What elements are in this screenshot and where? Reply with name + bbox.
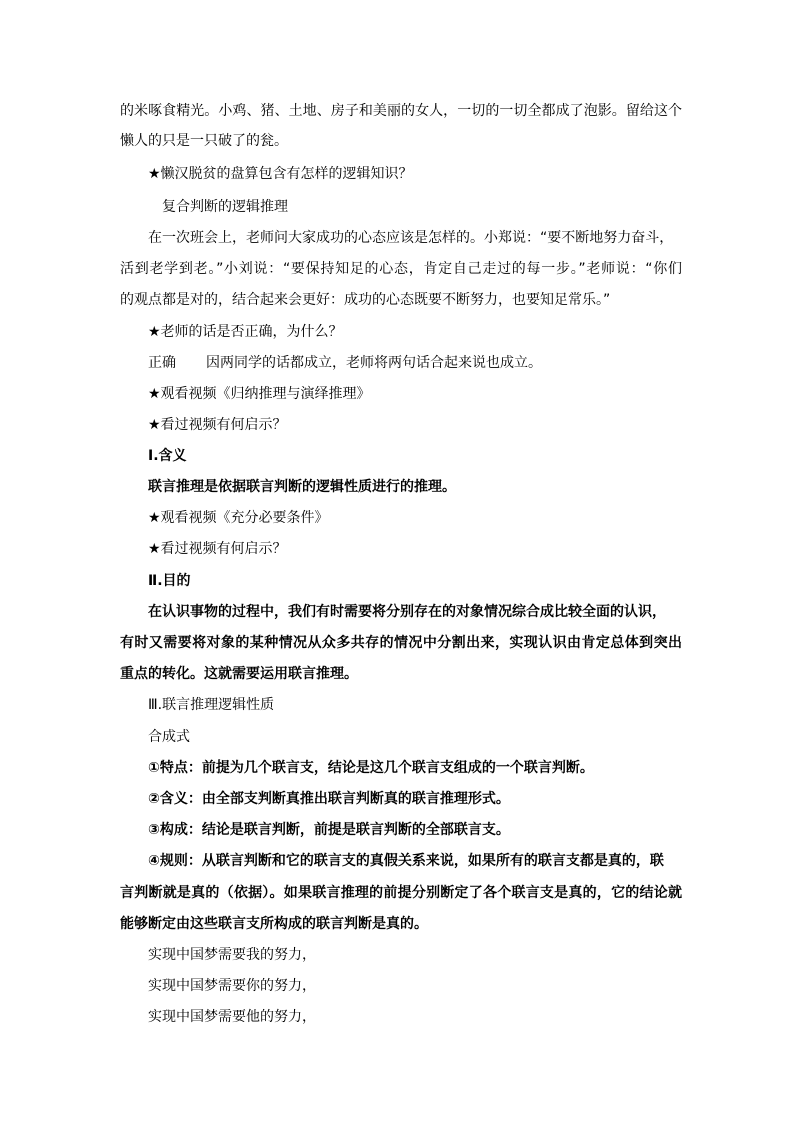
question-line: ★老师的话是否正确，为什么？ — [148, 324, 343, 340]
list-item: ③构成：结论是联言判断，前提是联言判断的全部联言支。 — [148, 822, 510, 838]
answer-line — [148, 353, 682, 373]
example-line: 实现中国梦需要你的努力， — [148, 978, 316, 994]
subsection-heading: 合成式 — [148, 729, 190, 745]
section-heading: 复合判断的逻辑推理 — [162, 199, 288, 215]
paragraph-line: 重点的转化。这就需要运用联言推理。 — [120, 666, 358, 682]
example-line: 实现中国梦需要他的努力， — [148, 1009, 316, 1025]
example-line: 实现中国梦需要我的努力， — [148, 947, 316, 963]
section-heading: Ⅰ.含义 — [148, 448, 187, 464]
list-item: ①特点：前提为几个联言支，结论是这几个联言支组成的一个联言判断。 — [148, 760, 594, 776]
question-line: ★懒汉脱贫的盘算包含有怎样的逻辑知识？ — [148, 166, 413, 182]
section-heading: Ⅱ.目的 — [148, 573, 191, 589]
paragraph-line: 言判断就是真的（依据）。如果联言推理的前提分别断定了各个联言支是真的，它的结论就 — [120, 885, 682, 901]
answer-label: 正确 — [148, 355, 176, 371]
list-item: ④规则：从联言判断和它的联言支的真假关系来说，如果所有的联言支都是真的，联 — [148, 853, 664, 869]
paragraph-line: 活到老学到老。”小刘说：“要保持知足的心态，肯定自己走过的每一步。”老师说：“你们 — [120, 261, 682, 277]
paragraph-line: 能够断定由这些联言支所构成的联言判断是真的。 — [120, 916, 428, 932]
paragraph-line: 在一次班会上，老师问大家成功的心态应该是怎样的。小郑说：“要不断地努力奋斗， — [148, 230, 674, 246]
paragraph-line: 的观点都是对的，结合起来会更好：成功的心态既要不断努力，也要知足常乐。” — [120, 292, 611, 308]
paragraph-line: 有时又需要将对象的某种情况从众多共存的情况中分割出来，实现认识由肯定总体到突出 — [120, 635, 682, 651]
paragraph-line: 的米啄食精光。小鸡、猪、土地、房子和美丽的女人，一切的一切全都成了泡影。留给这个 — [120, 103, 682, 119]
list-item: ②含义：由全部支判断真推出联言判断真的联言推理形式。 — [148, 791, 510, 807]
definition-line: 联言推理是依据联言判断的逻辑性质进行的推理。 — [148, 479, 456, 495]
paragraph-line: 懒人的只是一只破了的瓮。 — [120, 133, 288, 149]
paragraph-line: 在认识事物的过程中，我们有时需要将分别存在的对象情况综合成比较全面的认识， — [148, 604, 666, 620]
answer-text: 因两同学的话都成立，老师将两句话合起来说也成立。 — [206, 355, 542, 371]
question-line: ★看过视频有何启示？ — [148, 417, 287, 433]
question-line: ★观看视频《充分必要条件》 — [148, 510, 329, 526]
question-line: ★观看视频《归纳推理与演绎推理》 — [148, 386, 371, 402]
section-heading: Ⅲ.联言推理逻辑性质 — [148, 697, 275, 713]
question-line: ★看过视频有何启示？ — [148, 541, 287, 557]
